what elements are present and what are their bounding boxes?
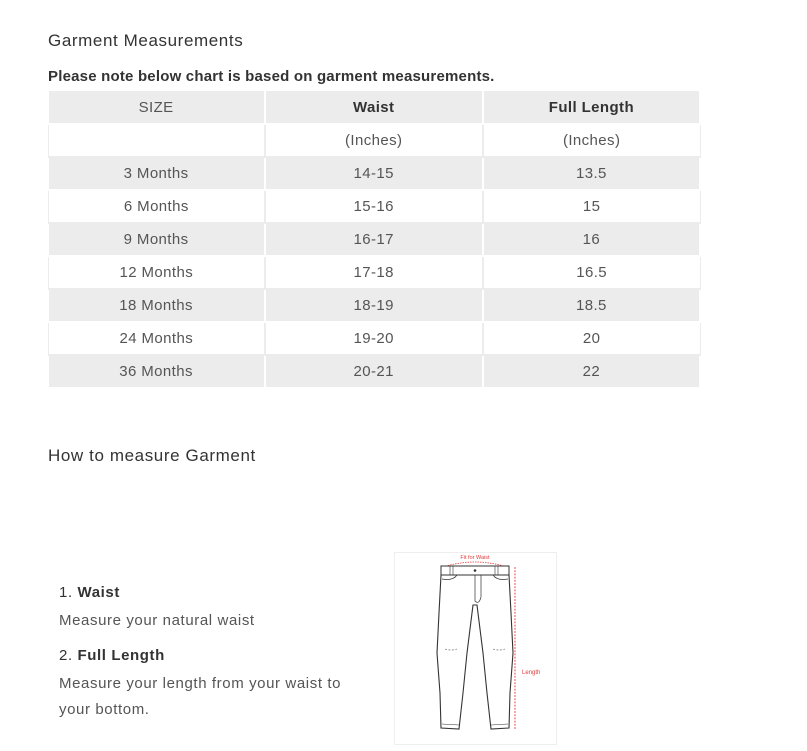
table-row (49, 157, 701, 190)
row-waist: 16-17 (265, 223, 483, 256)
row-waist: 19-20 (265, 322, 483, 355)
row-length: 16 (483, 223, 700, 256)
row-waist: 17-18 (265, 256, 483, 289)
row-size: 18 Months (49, 289, 265, 322)
unit-full-length: (Inches) (483, 124, 700, 157)
step-label: Waist (77, 584, 120, 601)
step-waist (59, 583, 359, 634)
step-full-length (59, 646, 359, 723)
table-row (49, 190, 701, 223)
row-size: 24 Months (49, 322, 265, 355)
row-waist: 20-21 (265, 355, 483, 388)
measure-steps (59, 583, 359, 723)
table-row (49, 322, 701, 355)
step-number: 1. (59, 584, 73, 601)
step-description: Measure your length from your waist to your bottom. (59, 675, 342, 718)
pants-diagram-icon (395, 553, 556, 744)
length-figure-label: Length (522, 670, 541, 676)
size-chart-table (48, 91, 701, 389)
row-length: 13.5 (483, 157, 700, 190)
row-length: 22 (483, 355, 700, 388)
row-waist: 14-15 (265, 157, 483, 190)
table-row (49, 289, 701, 322)
step-number: 2. (59, 647, 73, 664)
row-size: 12 Months (49, 256, 265, 289)
unit-waist: (Inches) (265, 124, 483, 157)
row-size: 9 Months (49, 223, 265, 256)
row-size: 3 Months (49, 157, 265, 190)
table-units-row (49, 124, 701, 157)
row-length: 16.5 (483, 256, 700, 289)
waist-figure-label: Fit for Waist (460, 555, 490, 561)
row-waist: 15-16 (265, 190, 483, 223)
table-row (49, 256, 701, 289)
step-description: Measure your natural waist (59, 612, 255, 629)
step-label: Full Length (77, 647, 165, 664)
chart-note: Please note below chart is based on garment measurements. (48, 68, 495, 85)
row-size: 36 Months (49, 355, 265, 388)
unit-size (49, 124, 265, 157)
row-waist: 18-19 (265, 289, 483, 322)
header-size: SIZE (49, 91, 265, 124)
how-to-measure-title: How to measure Garment (48, 446, 256, 465)
garment-measurements-title: Garment Measurements (48, 31, 244, 50)
header-full-length: Full Length (483, 91, 700, 124)
row-length: 20 (483, 322, 700, 355)
header-waist: Waist (265, 91, 483, 124)
row-length: 18.5 (483, 289, 700, 322)
table-row (49, 355, 701, 388)
table-row (49, 223, 701, 256)
row-length: 15 (483, 190, 700, 223)
row-size: 6 Months (49, 190, 265, 223)
pants-measurement-figure (394, 552, 557, 745)
table-header-row (49, 91, 701, 124)
